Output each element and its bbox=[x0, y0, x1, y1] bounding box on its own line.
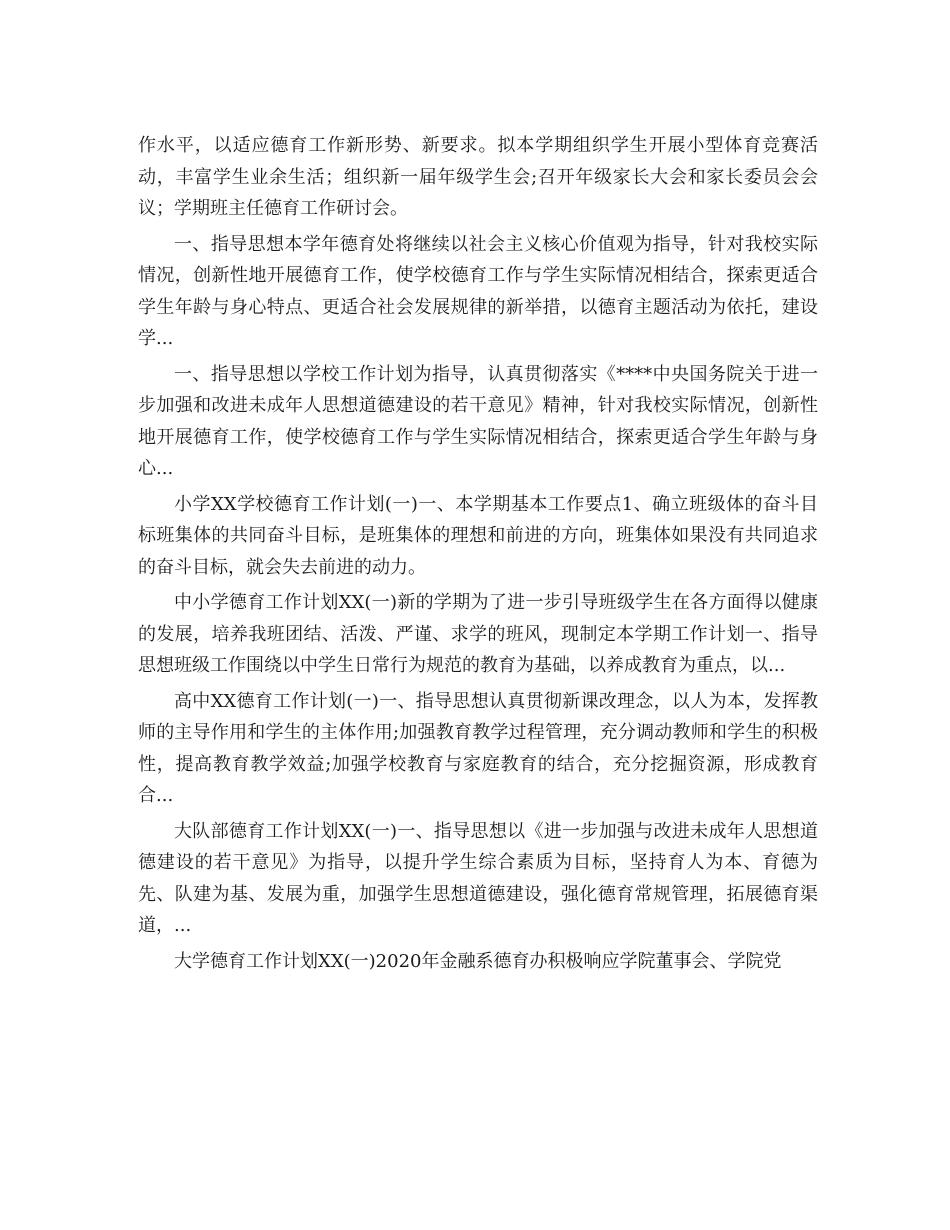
paragraph-university-plan: 大学德育工作计划XX(一)2020年金融系德育办积极响应学院董事会、学院党 bbox=[174, 950, 782, 972]
paragraph-primary-school-plan: 小学XX学校德育工作计划(一)一、本学期基本工作要点1、确立班级体的奋斗目标班集体的共同奋斗目标，是班集体的理想和前进的方向，班集体如果没有共同追求的奋斗目标，就会失去前进的动力。 bbox=[138, 493, 818, 578]
paragraph-middle-school-plan: 中小学德育工作计划XX(一)新的学期为了进一步引导班级学生在各方面得以健康的发展，培养我班团结、活泼、严谨、求学的班风，现制定本学期工作计划一、指导思想班级工作围绕以中学生日常行为规范的教育为基础，以养成教育为重点，以... bbox=[138, 592, 818, 676]
paragraph-guiding-ideology-1: 一、指导思想本学年德育处将继续以社会主义核心价值观为指导，针对我校实际情况，创新性地开展德育工作，使学校德育工作与学生实际情况相结合，探索更适合学生年龄与身心特点、更适合社会发展规律的新举措，以德育主题活动为依托，建设学... bbox=[138, 233, 818, 349]
paragraph-high-school-plan: 高中XX德育工作计划(一)一、指导思想认真贯彻新课改理念，以人为本，发挥教师的主导作用和学生的主体作用;加强教育教学过程管理，充分调动教师和学生的积极性，提高教育教学效益;加强学校教育与家庭教育的结合，充分挖掘资源，形成教育合... bbox=[138, 690, 818, 806]
paragraph-brigade-plan: 大队部德育工作计划XX(一)一、指导思想以《进一步加强与改进未成年人思想道德建设的若干意见》为指导，以提升学生综合素质为目标，坚持育人为本、育德为先、队建为基、发展为重，加强学生思想道德建设，强化德育常规管理，拓展德育渠道，... bbox=[138, 820, 818, 936]
document-body bbox=[138, 130, 818, 981]
paragraph-guiding-ideology-2: 一、指导思想以学校工作计划为指导，认真贯彻落实《****中央国务院关于进一步加强和改进未成年人思想道德建设的若干意见》精神，针对我校实际情况，创新性地开展德育工作，使学校德育工作与学生实际情况相结合，探索更适合学生年龄与身心... bbox=[138, 363, 818, 479]
paragraph-continuation: 作水平，以适应德育工作新形势、新要求。拟本学期组织学生开展小型体育竞赛活动，丰富学生业余生活；组织新一届年级学生会;召开年级家长大会和家长委员会会议；学期班主任德育工作研讨会。 bbox=[138, 135, 818, 219]
